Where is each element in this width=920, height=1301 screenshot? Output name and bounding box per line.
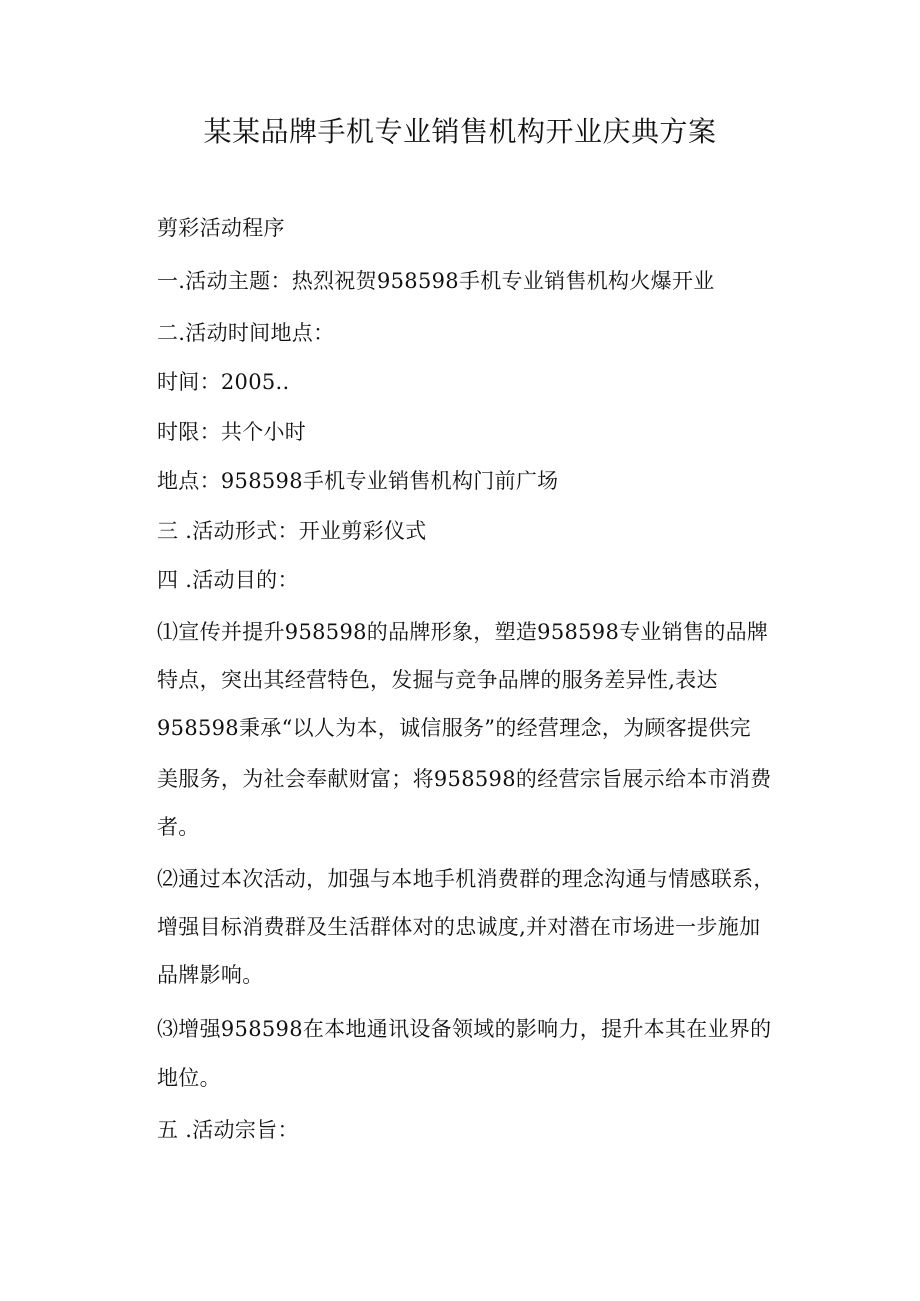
purpose-2-line-2: 增强目标消费群及生活群体对的忠诚度,并对潜在市场进一步施加 [157, 915, 761, 939]
section-heading-ribbon-cutting-program: 剪彩活动程序 [157, 216, 285, 240]
location-line: 地点：958598手机专业销售机构门前广场 [157, 469, 559, 493]
purpose-1-line-3: 958598秉承“以人为本，诚信服务”的经营理念，为顾客提供完 [157, 716, 751, 740]
item-2-time-location: 二.活动时间地点： [157, 321, 335, 345]
purpose-3-line-1: ⑶增强958598在本地通讯设备领域的影响力，提升本其在业界的 [157, 1017, 772, 1041]
item-4-purpose: 四 .活动目的： [157, 568, 299, 592]
item-1-theme: 一.活动主题：热烈祝贺958598手机专业销售机构火爆开业 [157, 269, 715, 293]
duration-line: 时限：共个小时 [157, 420, 307, 444]
purpose-2-line-3: 品牌影响。 [157, 963, 264, 987]
time-line: 时间：2005.. [157, 370, 290, 394]
purpose-3-line-2: 地位。 [157, 1066, 221, 1090]
purpose-2-line-1: ⑵通过本次活动，加强与本地手机消费群的理念沟通与情感联系， [157, 867, 775, 891]
purpose-1-line-1: ⑴宣传并提升958598的品牌形象，塑造958598专业销售的品牌 [157, 620, 769, 644]
purpose-1-line-2: 特点，突出其经营特色，发掘与竞争品牌的服务差异性,表达 [157, 668, 718, 692]
document-title: 某某品牌手机专业销售机构开业庆典方案 [203, 115, 717, 148]
item-3-form: 三 .活动形式：开业剪彩仪式 [157, 519, 427, 543]
purpose-1-line-4: 美服务，为社会奉献财富；将958598的经营宗旨展示给本市消费 [157, 767, 772, 791]
purpose-1-line-5: 者。 [157, 815, 200, 839]
item-5-tenet: 五 .活动宗旨： [157, 1118, 299, 1142]
